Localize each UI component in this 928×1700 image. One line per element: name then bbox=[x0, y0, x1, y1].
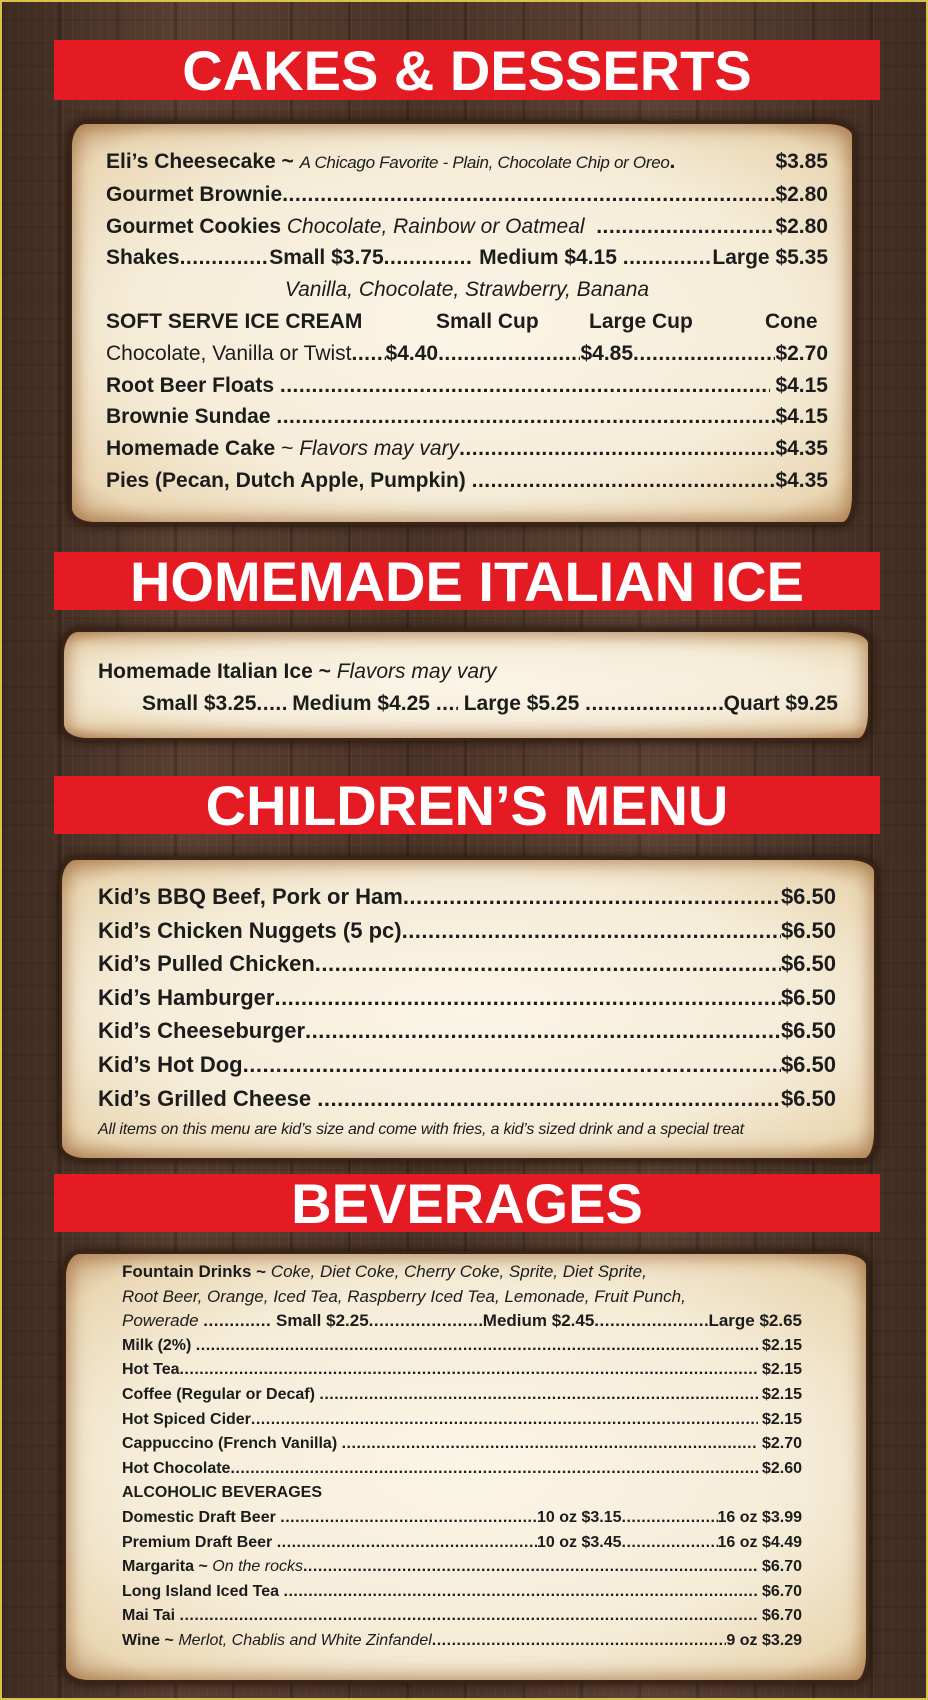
item-price: $6.70 bbox=[761, 1558, 802, 1576]
item-description: Chocolate, Rainbow or Oatmeal bbox=[286, 214, 585, 238]
price-16oz: 16 oz $4.49 bbox=[717, 1533, 802, 1551]
item-name: Hot Spiced Cider bbox=[122, 1410, 251, 1428]
price-large: Large $5.25 bbox=[463, 692, 580, 715]
leader-dots bbox=[315, 947, 781, 981]
menu-item-long-island bbox=[122, 1580, 802, 1605]
fountain-line-1 bbox=[122, 1260, 802, 1285]
leader-dots bbox=[274, 981, 780, 1015]
item-price: $6.50 bbox=[780, 984, 836, 1010]
leader-dots bbox=[319, 1383, 757, 1408]
leader-dots bbox=[342, 1432, 758, 1457]
item-name: Hot Chocolate bbox=[122, 1459, 231, 1477]
item-price: $6.50 bbox=[780, 1085, 836, 1111]
menu-item-cake bbox=[106, 433, 828, 465]
price-small-cup: $4.40 bbox=[385, 341, 439, 365]
leader-dots bbox=[622, 1506, 718, 1531]
leader-dots bbox=[256, 688, 286, 720]
item-sep: ~ bbox=[281, 150, 294, 173]
leader-dots bbox=[438, 338, 580, 370]
leader-dots bbox=[623, 242, 713, 274]
menu-item-kids-nuggets bbox=[98, 914, 836, 948]
item-price: $6.50 bbox=[780, 1018, 836, 1044]
col-cone: Cone bbox=[765, 309, 818, 333]
beverages-panel bbox=[66, 1254, 866, 1680]
leader-dots bbox=[230, 1457, 757, 1482]
item-name: Coffee (Regular or Decaf) bbox=[122, 1385, 315, 1403]
fountain-sizes bbox=[122, 1309, 802, 1334]
menu-item-margarita bbox=[122, 1555, 802, 1580]
price-10oz: 10 oz $3.45 bbox=[537, 1533, 622, 1551]
menu-item-kids-grilled-cheese bbox=[98, 1082, 836, 1116]
fountain-flavors-2: Root Beer, Orange, Iced Tea, Raspberry Iced Tea, Lemonade, Fruit Punch, bbox=[122, 1286, 686, 1306]
leader-dots bbox=[282, 179, 775, 211]
leader-dots bbox=[585, 688, 723, 720]
item-name: Root Beer Floats bbox=[106, 373, 275, 397]
item-name: Kid’s Pulled Chicken bbox=[98, 951, 315, 977]
menu-item-kids-hamburger bbox=[98, 981, 836, 1015]
item-name: Kid’s Cheeseburger bbox=[98, 1018, 306, 1044]
item-name: Fountain Drinks bbox=[122, 1262, 252, 1281]
menu-item-cookies bbox=[106, 211, 828, 243]
leader-dots bbox=[596, 211, 775, 243]
item-name: Shakes bbox=[106, 246, 180, 270]
item-price: $2.15 bbox=[761, 1410, 802, 1428]
item-price: $2.15 bbox=[761, 1336, 802, 1354]
col-small-cup: Small Cup bbox=[436, 309, 539, 333]
children-note: All items on this menu are kid’s size and come with fries, a kid’s sized drink and a special treat bbox=[98, 1121, 744, 1139]
item-name: Kid’s Hot Dog bbox=[98, 1051, 243, 1077]
item-description: Merlot, Chablis and White Zinfandel bbox=[178, 1631, 432, 1649]
item-description: On the rocks bbox=[212, 1558, 303, 1576]
item-price: $2.15 bbox=[761, 1361, 802, 1379]
menu-item-softserve bbox=[106, 338, 828, 370]
price-16oz: 16 oz $3.99 bbox=[717, 1508, 802, 1526]
menu-item-cheesecake bbox=[106, 146, 828, 179]
item-price: $2.15 bbox=[761, 1385, 802, 1403]
leader-dots bbox=[179, 1358, 757, 1383]
menu-item-mai-tai bbox=[122, 1604, 802, 1629]
menu-item-kids-hot-dog bbox=[98, 1048, 836, 1082]
cakes-panel bbox=[72, 124, 852, 522]
leader-dots bbox=[251, 1408, 758, 1433]
item-price: $4.15 bbox=[775, 373, 828, 397]
price-10oz: 10 oz $3.15 bbox=[537, 1508, 622, 1526]
item-name: Premium Draft Beer bbox=[122, 1533, 273, 1551]
menu-item-premium-beer bbox=[122, 1531, 802, 1556]
leader-dots bbox=[436, 688, 458, 720]
item-description: Flavors may vary bbox=[336, 660, 497, 683]
beverages-banner bbox=[54, 1174, 880, 1232]
menu-item-kids-cheeseburger bbox=[98, 1014, 836, 1048]
leader-dots bbox=[403, 880, 781, 914]
menu-item-italian-ice bbox=[98, 656, 838, 688]
item-dot: . bbox=[669, 150, 676, 173]
leader-dots bbox=[369, 1309, 483, 1334]
item-price: $3.85 bbox=[775, 150, 828, 173]
price-large-cup: $4.85 bbox=[580, 341, 634, 365]
item-name: Kid’s Grilled Cheese bbox=[98, 1085, 312, 1111]
item-description: A Chicago Favorite - Plain, Chocolate Chip or Oreo bbox=[299, 153, 670, 172]
leader-dots bbox=[280, 370, 770, 402]
menu-item-sundae bbox=[106, 401, 828, 433]
leader-dots bbox=[277, 1531, 537, 1556]
item-name: Margarita bbox=[122, 1558, 195, 1576]
col-large-cup: Large Cup bbox=[589, 309, 693, 333]
item-price: $6.70 bbox=[761, 1607, 802, 1625]
menu-item-floats bbox=[106, 370, 828, 402]
price-small: Small $3.75 bbox=[269, 246, 384, 270]
item-sep: ~ bbox=[318, 660, 331, 683]
leader-dots bbox=[352, 338, 386, 370]
item-name: Milk (2%) bbox=[122, 1336, 192, 1354]
item-price: $4.35 bbox=[775, 468, 828, 492]
leader-dots bbox=[594, 1309, 708, 1334]
item-price: $6.70 bbox=[761, 1582, 802, 1600]
leader-dots bbox=[180, 1604, 758, 1629]
children-title: CHILDREN’S MENU bbox=[205, 776, 729, 834]
price-cone: $2.70 bbox=[775, 341, 829, 365]
menu-item-kids-bbq bbox=[98, 880, 836, 914]
item-name: Long Island Iced Tea bbox=[122, 1582, 280, 1600]
alcohol-header: ALCOHOLIC BEVERAGES bbox=[122, 1484, 323, 1502]
children-banner bbox=[54, 776, 880, 834]
leader-dots bbox=[305, 1014, 781, 1048]
item-sep: ~ bbox=[164, 1631, 174, 1649]
menu-item-wine bbox=[122, 1629, 802, 1654]
item-name: Homemade Cake bbox=[106, 437, 276, 461]
fountain-flavors-1: Coke, Diet Coke, Cherry Coke, Sprite, Diet Sprite, bbox=[270, 1262, 647, 1281]
item-description: Flavors may vary bbox=[299, 437, 460, 461]
item-price: $2.70 bbox=[761, 1435, 802, 1453]
item-price: $6.50 bbox=[780, 951, 836, 977]
item-name: Gourmet Cookies bbox=[106, 214, 282, 238]
item-name: Kid’s Hamburger bbox=[98, 984, 275, 1010]
cakes-banner bbox=[54, 40, 880, 100]
item-name: Hot Tea bbox=[122, 1361, 180, 1379]
item-sep: ~ bbox=[281, 437, 294, 461]
menu-item-hot-chocolate bbox=[122, 1457, 802, 1482]
softserve-header: SOFT SERVE ICE CREAM bbox=[106, 309, 363, 333]
children-panel bbox=[62, 860, 874, 1158]
leader-dots bbox=[622, 1531, 718, 1556]
item-price: $4.15 bbox=[775, 405, 828, 429]
item-price: $6.50 bbox=[780, 917, 836, 943]
leader-dots bbox=[196, 1334, 758, 1359]
item-price: $4.35 bbox=[775, 437, 828, 461]
ice-panel bbox=[64, 632, 868, 738]
softserve-header-row bbox=[106, 306, 828, 338]
menu-item-domestic-beer bbox=[122, 1506, 802, 1531]
menu-item-brownie bbox=[106, 179, 828, 211]
item-name: Brownie Sundae bbox=[106, 405, 271, 429]
cakes-title: CAKES & DESSERTS bbox=[182, 40, 752, 100]
menu-item-cappuccino bbox=[122, 1432, 802, 1457]
item-name: Kid’s BBQ Beef, Pork or Ham bbox=[98, 884, 403, 909]
price-medium: Medium $4.15 bbox=[479, 246, 617, 270]
item-price: $2.80 bbox=[775, 182, 828, 206]
ice-sizes bbox=[98, 688, 838, 720]
leader-dots bbox=[317, 1082, 781, 1116]
leader-dots bbox=[402, 914, 781, 948]
menu-item-coffee bbox=[122, 1383, 802, 1408]
menu-item-hot-tea bbox=[122, 1358, 802, 1383]
beverages-title: BEVERAGES bbox=[291, 1174, 643, 1232]
item-price: $2.60 bbox=[761, 1459, 802, 1477]
leader-dots bbox=[203, 1309, 271, 1334]
leader-dots bbox=[432, 1629, 727, 1654]
price-medium: Medium $4.25 bbox=[292, 692, 430, 715]
price-large: Large $2.65 bbox=[708, 1311, 802, 1331]
item-sep: ~ bbox=[256, 1262, 267, 1281]
menu-item-pies bbox=[106, 465, 828, 497]
item-price: $6.50 bbox=[780, 1051, 836, 1077]
menu-item-milk bbox=[122, 1334, 802, 1359]
price-small: Small $3.25 bbox=[142, 692, 257, 715]
item-name: Eli’s Cheesecake bbox=[106, 150, 276, 173]
item-price: $6.50 bbox=[780, 884, 836, 909]
price-small: Small $2.25 bbox=[276, 1311, 369, 1331]
item-name: Domestic Draft Beer bbox=[122, 1508, 276, 1526]
menu-item-kids-pulled-chicken bbox=[98, 947, 836, 981]
leader-dots bbox=[284, 1580, 758, 1605]
item-name: Gourmet Brownie bbox=[106, 182, 283, 206]
item-name: Cappuccino (French Vanilla) bbox=[122, 1435, 338, 1453]
item-price: 9 oz $3.29 bbox=[726, 1631, 802, 1649]
leader-dots bbox=[303, 1555, 758, 1580]
ice-title: HOMEMADE ITALIAN ICE bbox=[129, 552, 805, 610]
leader-dots bbox=[459, 433, 775, 465]
item-price: $2.80 bbox=[775, 214, 828, 238]
item-description: Chocolate, Vanilla or Twist bbox=[106, 341, 352, 365]
leader-dots bbox=[280, 1506, 537, 1531]
fountain-flavors-3: Powerade bbox=[122, 1311, 199, 1331]
price-quart: Quart $9.25 bbox=[723, 692, 838, 715]
item-sep: ~ bbox=[198, 1558, 208, 1576]
leader-dots bbox=[384, 242, 474, 274]
leader-dots bbox=[243, 1048, 781, 1082]
leader-dots bbox=[276, 401, 775, 433]
item-name: Pies (Pecan, Dutch Apple, Pumpkin) bbox=[106, 468, 466, 492]
shake-flavors: Vanilla, Chocolate, Strawberry, Banana bbox=[284, 278, 650, 302]
leader-dots bbox=[633, 338, 775, 370]
menu-item-shakes bbox=[106, 242, 828, 274]
ice-banner bbox=[54, 552, 880, 610]
item-name: Wine bbox=[122, 1631, 161, 1649]
item-name: Mai Tai bbox=[122, 1607, 176, 1625]
item-name: Homemade Italian Ice bbox=[98, 660, 313, 683]
menu-item-spiced-cider bbox=[122, 1408, 802, 1433]
price-medium: Medium $2.45 bbox=[482, 1311, 595, 1331]
item-name: Kid’s Chicken Nuggets (5 pc) bbox=[98, 917, 402, 943]
price-large: Large $5.35 bbox=[712, 246, 828, 270]
leader-dots bbox=[180, 242, 270, 274]
leader-dots bbox=[472, 465, 776, 497]
